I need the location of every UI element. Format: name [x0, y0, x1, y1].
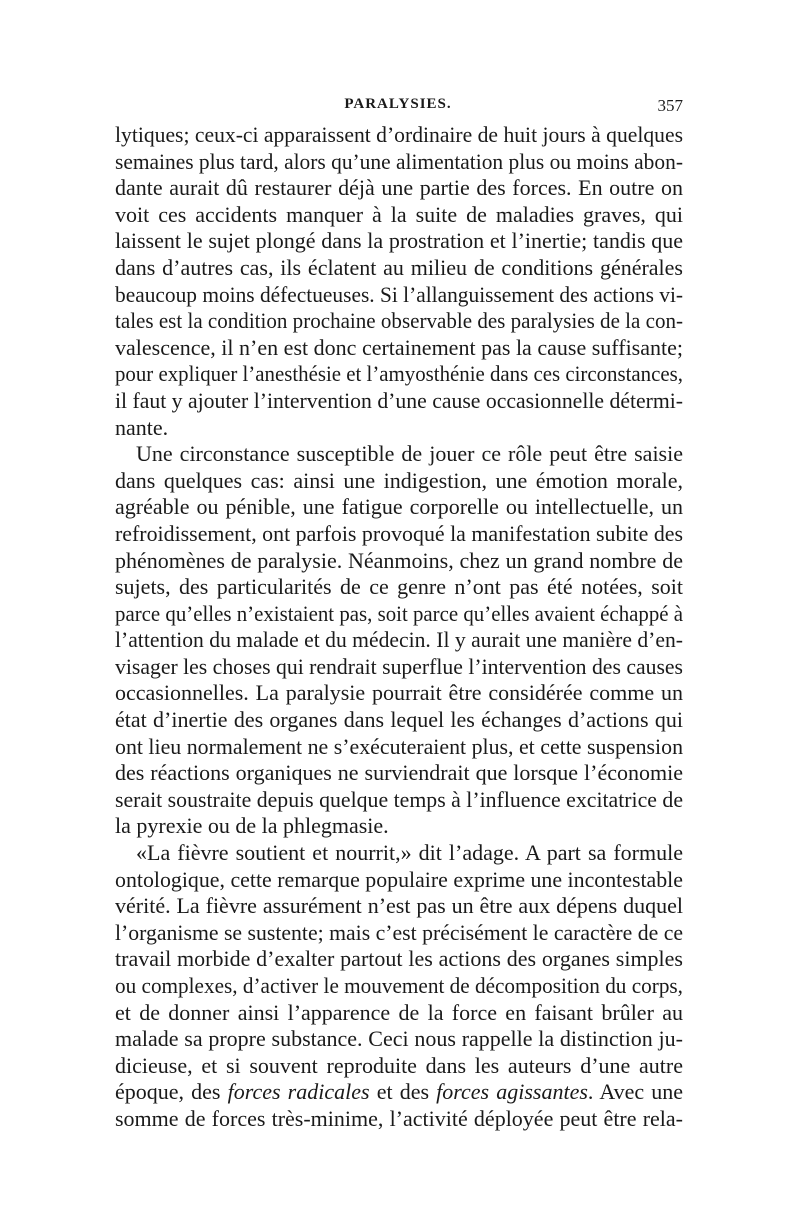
text-line: l’organisme se sustente; mais c’est précisément le caractère de ce [115, 919, 684, 945]
text-line: nante. [115, 414, 169, 440]
text-line: valescence, il n’en est donc certainement pas la cause suffisante; [115, 334, 683, 360]
text-line: tales est la condition prochaine observable des paralysies de la con- [115, 308, 684, 334]
text-line: laissent le sujet plongé dans la prostration et l’inertie; tandis que [115, 228, 683, 254]
text-line: beaucoup moins défectueuses. Si l’allanguissement des actions vi- [115, 281, 684, 307]
text-line: vérité. La fièvre assurément n’est pas un être aux dépens duquel [115, 893, 683, 919]
paragraph-first-line: «La fièvre soutient et nourrit,» dit l’adage. A part sa formule [136, 840, 683, 866]
text-line: phénomènes de paralysie. Néanmoins, chez un grand nombre de [115, 547, 683, 573]
paragraph-first-line: Une circonstance susceptible de jouer ce rôle peut être saisie [136, 441, 683, 467]
text-line: dicieuse, et si souvent reproduite dans les auteurs d’une autre [115, 1052, 683, 1078]
text-line: dans quelques cas: ainsi une indigestion, une émotion morale, [115, 467, 683, 493]
text-line: et de donner ainsi l’apparence de la force en faisant brûler au [115, 999, 683, 1025]
text-line: agréable ou pénible, une fatigue corporelle ou intellectuelle, un [115, 494, 683, 520]
text-line: malade sa propre substance. Ceci nous rappelle la distinction ju- [115, 1026, 683, 1052]
running-head [113, 96, 683, 120]
text-line: lytiques; ceux-ci apparaissent d’ordinaire de huit jours à quelques [115, 122, 683, 147]
text-line: refroidissement, ont parfois provoqué la manifestation subite des [115, 520, 684, 546]
text-line: pour expliquer l’anesthésie et l’amyosthénie dans ces circonstances, [115, 361, 683, 387]
text-line: sujets, des particularités de ce genre n’ont pas été notées, soit [115, 574, 683, 600]
text-line: travail morbide d’exalter partout les actions des organes simples [115, 946, 683, 972]
text-line: ont lieu normalement ne s’exécuteraient plus, et cette suspension [115, 733, 684, 759]
text-line: visager les choses qui rendrait superflue l’intervention des causes [115, 653, 684, 679]
text-line: parce qu’elles n’existaient pas, soit parce qu’elles avaient échappé à [115, 600, 684, 626]
text-line: l’attention du malade et du médecin. Il y aurait une manière d’en- [115, 627, 684, 653]
text-line-with-italics [115, 1079, 683, 1106]
text-line: des réactions organiques ne surviendrait que lorsque l’économie [115, 760, 683, 786]
text-span: époque, des [115, 1079, 228, 1105]
text-line: ontologique, cette remarque populaire exprime une incontestable [115, 866, 683, 892]
text-line: dante aurait dû restaurer déjà une partie des forces. En outre on [115, 175, 683, 201]
text-line: somme de forces très-minime, l’activité déployée peut être rela- [115, 1105, 683, 1131]
text-line: il faut y ajouter l’intervention d’une cause occasionnelle détermi- [115, 387, 684, 413]
text-line: ou complexes, d’activer le mouvement de décomposition du corps, [115, 973, 683, 998]
running-title: PARALYSIES. [344, 96, 452, 112]
text-line: la pyrexie ou de la phlegmasie. [115, 813, 389, 839]
italic-term: forces agissantes [436, 1079, 588, 1105]
text-line: semaines plus tard, alors qu’une alimentation plus ou moins abon- [115, 148, 683, 174]
text-span: . Avec une [587, 1079, 683, 1105]
page-number: 357 [657, 96, 683, 115]
text-line: occasionnelles. La paralysie pourrait être considérée comme un [115, 680, 683, 706]
body-text [115, 122, 683, 1133]
text-line: serait soustraite depuis quelque temps à l’influence excitatrice de [115, 786, 684, 812]
text-line: dans d’autres cas, ils éclatent au milieu de conditions générales [115, 254, 683, 280]
text-line: état d’inertie des organes dans lequel les échanges d’actions qui [115, 707, 683, 733]
italic-term: forces radicales [227, 1079, 370, 1105]
text-span: et des [369, 1079, 437, 1105]
text-line: voit ces accidents manquer à la suite de maladies graves, qui [115, 201, 683, 227]
